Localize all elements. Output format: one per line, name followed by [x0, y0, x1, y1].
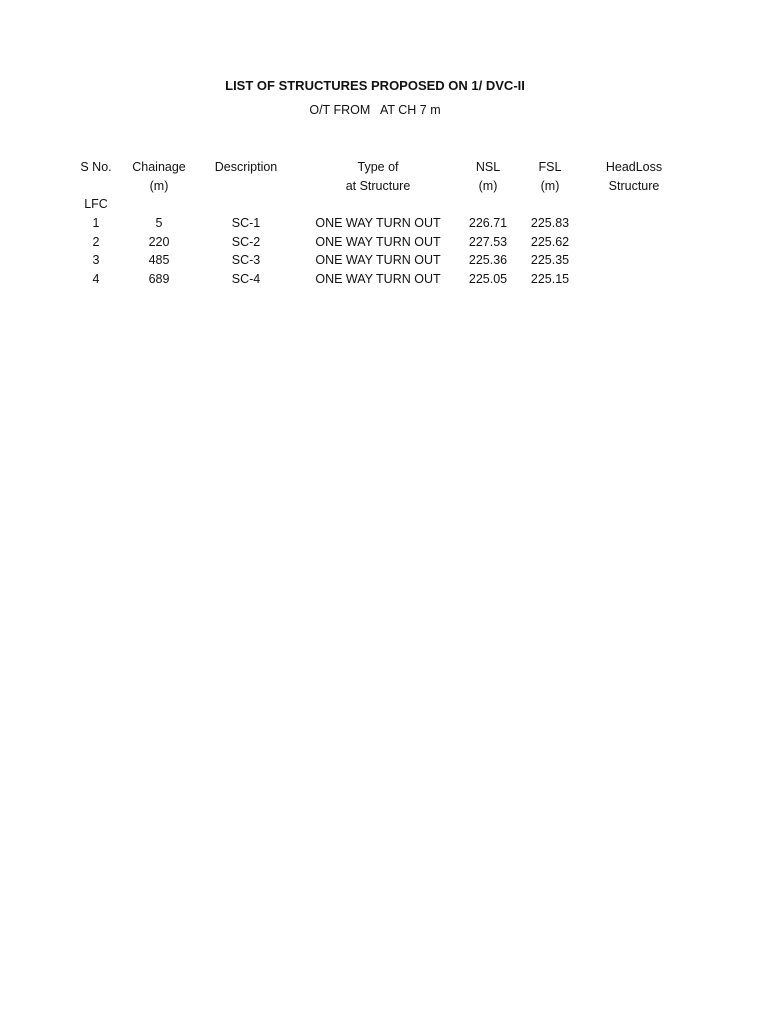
header-description: Description [214, 160, 278, 174]
group-label-lfc: LFC [84, 197, 108, 211]
row-description: SC-2 [231, 235, 261, 249]
row-chainage: 485 [148, 253, 170, 267]
row-fsl: 225.35 [530, 253, 570, 267]
row-description: SC-4 [231, 272, 261, 286]
row-sno: 3 [92, 253, 100, 267]
header-type-line2: at Structure [345, 179, 411, 193]
row-type: ONE WAY TURN OUT [315, 272, 441, 286]
header-nsl-unit: (m) [478, 179, 498, 193]
header-chainage: Chainage [132, 160, 186, 174]
header-chainage-unit: (m) [149, 179, 169, 193]
row-fsl: 225.15 [530, 272, 570, 286]
row-fsl: 225.83 [530, 216, 570, 230]
row-description: SC-1 [231, 216, 261, 230]
document-subtitle: O/T FROM AT CH 7 m [309, 103, 441, 117]
header-fsl-unit: (m) [540, 179, 560, 193]
row-nsl: 225.05 [468, 272, 508, 286]
header-sno: S No. [80, 160, 112, 174]
row-description: SC-3 [231, 253, 261, 267]
row-chainage: 689 [148, 272, 170, 286]
header-headloss-line2: Structure [608, 179, 660, 193]
header-fsl: FSL [538, 160, 562, 174]
row-sno: 1 [92, 216, 100, 230]
row-nsl: 226.71 [468, 216, 508, 230]
row-nsl: 225.36 [468, 253, 508, 267]
document-title: LIST OF STRUCTURES PROPOSED ON 1/ DVC-II [225, 78, 525, 93]
row-sno: 4 [92, 272, 100, 286]
row-type: ONE WAY TURN OUT [315, 253, 441, 267]
row-chainage: 220 [148, 235, 170, 249]
row-sno: 2 [92, 235, 100, 249]
header-headloss: HeadLoss [605, 160, 663, 174]
row-type: ONE WAY TURN OUT [315, 216, 441, 230]
header-type: Type of [357, 160, 399, 174]
header-nsl: NSL [475, 160, 501, 174]
row-fsl: 225.62 [530, 235, 570, 249]
row-type: ONE WAY TURN OUT [315, 235, 441, 249]
row-nsl: 227.53 [468, 235, 508, 249]
row-chainage: 5 [155, 216, 163, 230]
